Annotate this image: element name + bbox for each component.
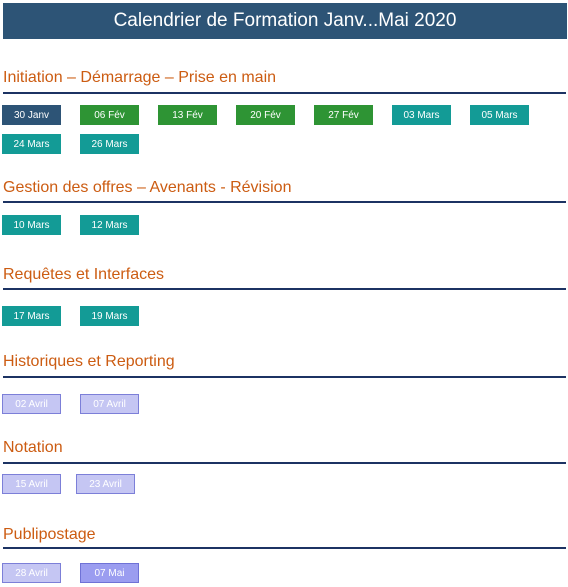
section-title-requetes: Requêtes et Interfaces [3,266,164,283]
session-03-mars[interactable]: 03 Mars [392,105,451,125]
session-13-fev[interactable]: 13 Fév [158,105,217,125]
section-divider [3,288,566,290]
session-07-avril[interactable]: 07 Avril [80,394,139,414]
session-23-avril[interactable]: 23 Avril [76,474,135,494]
session-05-mars[interactable]: 05 Mars [470,105,529,125]
section-title-initiation: Initiation – Démarrage – Prise en main [3,69,277,86]
section-title-gestion-offres: Gestion des offres – Avenants - Révision [3,179,292,196]
session-28-avril[interactable]: 28 Avril [2,563,61,583]
section-divider [3,201,566,203]
session-24-mars[interactable]: 24 Mars [2,134,61,154]
session-26-mars[interactable]: 26 Mars [80,134,139,154]
page-title: Calendrier de Formation Janv...Mai 2020 [113,10,457,31]
session-20-fev[interactable]: 20 Fév [236,105,295,125]
session-10-mars[interactable]: 10 Mars [2,215,61,235]
session-19-mars[interactable]: 19 Mars [80,306,139,326]
section-divider [3,376,566,378]
session-27-fev[interactable]: 27 Fév [314,105,373,125]
section-title-publipostage: Publipostage [3,526,96,543]
session-07-mai[interactable]: 07 Mai [80,563,139,583]
page-title-banner [3,3,567,39]
section-divider [3,92,566,94]
session-02-avril[interactable]: 02 Avril [2,394,61,414]
session-12-mars[interactable]: 12 Mars [80,215,139,235]
session-30-janv[interactable]: 30 Janv [2,105,61,125]
session-15-avril[interactable]: 15 Avril [2,474,61,494]
session-06-fev[interactable]: 06 Fév [80,105,139,125]
section-divider [3,462,566,464]
section-divider [3,547,566,549]
session-17-mars[interactable]: 17 Mars [2,306,61,326]
section-title-historiques: Historiques et Reporting [3,353,175,370]
section-title-notation: Notation [3,439,63,456]
